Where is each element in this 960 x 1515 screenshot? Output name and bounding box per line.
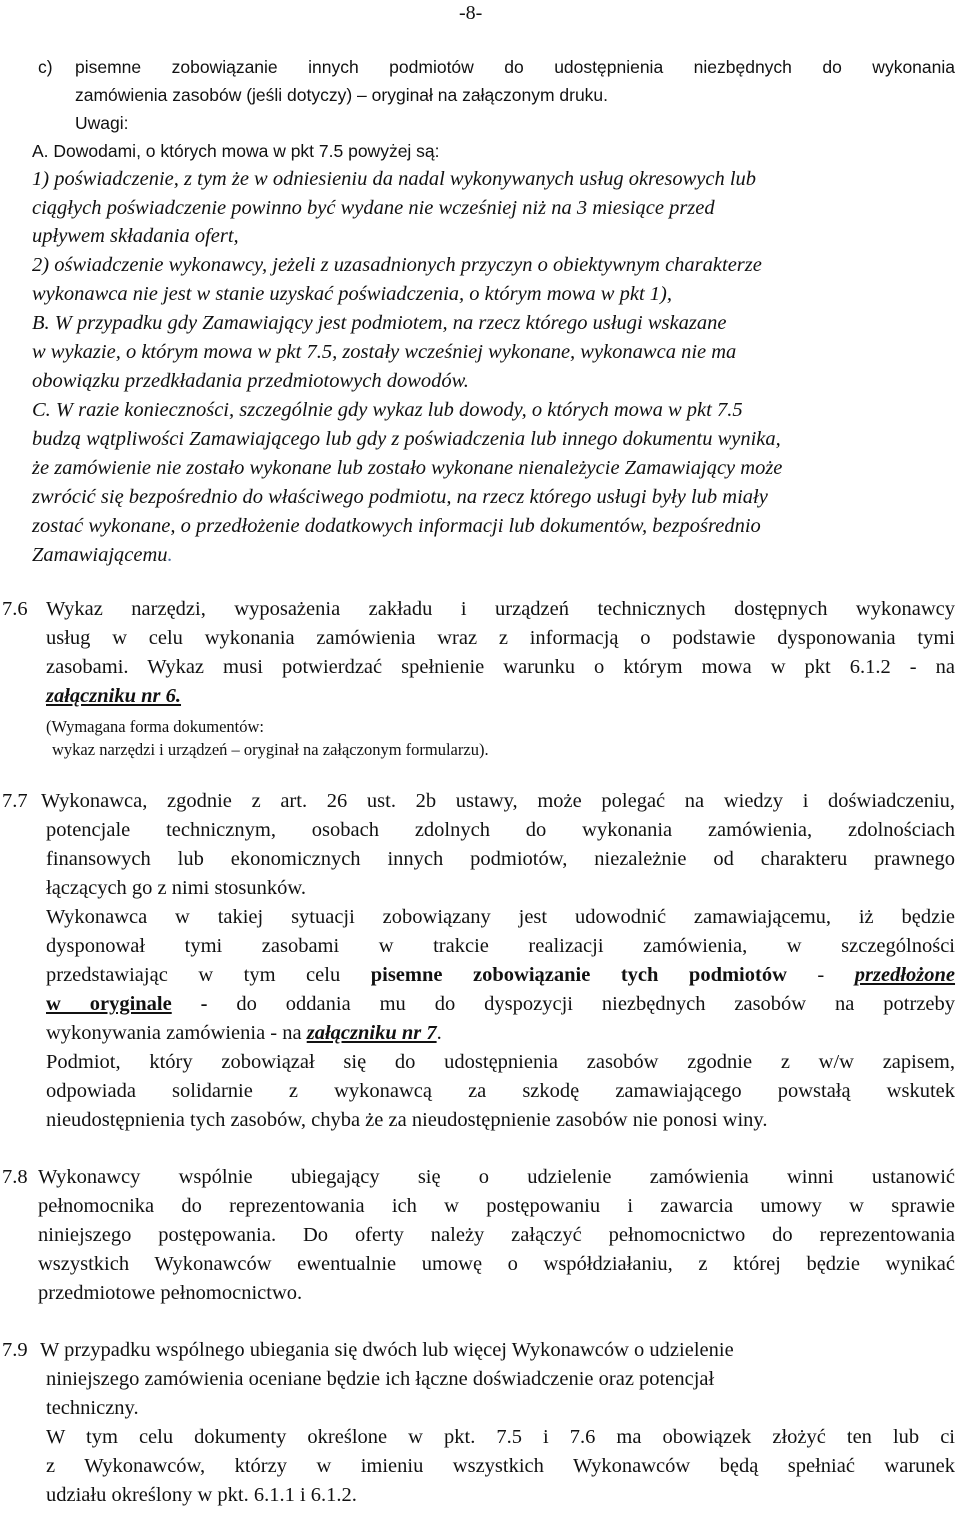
section-7-7-line-1: Wykonawca, zgodnie z art. 26 ust. 2b ustawy, może polegać na wiedzy i doświadczeniu,	[41, 790, 955, 812]
note-b-line-2: w wykazie, o którym mowa w pkt 7.5, zostały wcześniej wykonane, wykonawca nie ma	[32, 341, 737, 363]
section-7-7-p3-line-1: Podmiot, który zobowiązał się do udostępnienia zasobów zgodnie z w/w zapisem,	[46, 1051, 955, 1073]
p2-line-3-a: przedstawiając w tym celu	[46, 964, 371, 986]
note-c-line-1: C. W razie konieczności, szczególnie gdy wykaz lub dowody, o których mowa w pkt 7.5	[32, 399, 743, 421]
note-c-line-6-dot: .	[167, 544, 173, 566]
note-b-line-1: B. W przypadku gdy Zamawiający jest podmiotem, na rzecz którego usługi wskazane	[32, 312, 727, 334]
section-7-9-p2-line-2: z Wykonawców, którzy w imieniu wszystkich Wykonawców będą spełniać warunek	[46, 1455, 955, 1477]
section-7-6-line-4	[46, 685, 181, 708]
section-7-7-line-4: łączących go z nimi stosunków.	[46, 877, 306, 899]
note-a-line-4: upływem składania ofert,	[32, 225, 239, 247]
section-7-6-line-2: usług w celu wykonania zamówienia wraz z informacją o podstawie dysponowania tymi	[46, 627, 955, 649]
note-a-line-5: 2) oświadczenie wykonawcy, jeżeli z uzasadnionych przyczyn o obiektywnym charakterze	[32, 254, 762, 276]
section-7-7-line-2: potencjale technicznym, osobach zdolnych do wykonania zamówienia, zdolnościach	[46, 819, 955, 841]
section-7-8-line-5: przedmiotowe pełnomocnictwo.	[38, 1282, 303, 1304]
note-c-line-5: zostać wykonane, o przedłożenie dodatkowych informacji lub dokumentów, bezpośrednio	[32, 515, 761, 537]
section-7-6-note-1: (Wymagana forma dokumentów:	[46, 717, 265, 736]
section-7-8-line-1: Wykonawcy wspólnie ubiegający się o udzielenie zamówienia winni ustanowić	[38, 1166, 955, 1188]
section-7-6-number: 7.6	[2, 598, 28, 620]
section-7-6-note-2: wykaz narzędzi i urządzeń – oryginał na załączonym formularzu).	[52, 740, 489, 759]
section-7-9-line-2: niniejszego zamówienia oceniane będzie ich łączne doświadczenie oraz potencjał	[46, 1368, 715, 1390]
section-7-9-p2-line-3: udziału określony w pkt. 6.1.1 i 6.1.2.	[46, 1484, 357, 1506]
item-c-line-1: pisemne zobowiązanie innych podmiotów do udostępnienia niezbędnych do wykonania	[75, 57, 955, 77]
note-a-line-6: wykonawca nie jest w stanie uzyskać poświadczenia, o którym mowa w pkt 1),	[32, 283, 672, 305]
p2-line-3-c: -	[786, 964, 855, 986]
note-c-line-3: że zamówienie nie zostało wykonane lub zostało wykonane nienależycie Zamawiający może	[32, 457, 783, 479]
section-7-7-line-3: finansowych lub ekonomicznych innych podmiotów, niezależnie od charakteru prawnego	[46, 848, 955, 870]
submitted-phrase: przedłożone	[854, 964, 956, 986]
section-7-6-line-1: Wykaz narzędzi, wyposażenia zakładu i urządzeń technicznych dostępnych wykonawcy	[46, 598, 955, 620]
note-c-line-6-text: Zamawiającemu	[32, 544, 168, 566]
item-c-marker: c)	[38, 57, 53, 77]
section-7-7-number: 7.7	[2, 790, 28, 812]
p2-line-5-c: .	[436, 1022, 442, 1044]
section-7-9-number: 7.9	[2, 1339, 28, 1361]
section-7-8-line-4: wszystkich Wykonawców ewentualnie umowę o współdziałaniu, z której będzie wynikać	[38, 1253, 955, 1275]
note-a-line-1: A. Dowodami, o których mowa w pkt 7.5 powyżej są:	[32, 141, 440, 161]
section-7-8-number: 7.8	[2, 1166, 28, 1188]
p2-line-4-dash: -	[171, 993, 237, 1015]
section-7-7-p2-line-1: Wykonawca w takiej sytuacji zobowiązany jest udowodnić zamawiającemu, iż będzie	[46, 906, 955, 928]
section-7-9-line-1: W przypadku wspólnego ubiegania się dwóch lub więcej Wykonawców o udzielenie	[40, 1339, 734, 1361]
section-7-8-line-3: niniejszego postępowania. Do oferty należy załączyć pełnomocnictwo do reprezentowania	[38, 1224, 955, 1246]
section-7-9-p2-line-1: W tym celu dokumenty określone w pkt. 7.5 i 7.6 ma obowiązek złożyć ten lub ci	[46, 1426, 955, 1448]
attachment-6-ref: załączniku nr 6.	[46, 685, 182, 707]
section-7-9-line-3: techniczny.	[46, 1397, 139, 1419]
note-c-line-4: zwrócić się bezpośrednio do właściwego podmiotu, na rzecz którego usługi były lub miały	[32, 486, 768, 508]
note-a-line-2: 1) poświadczenie, z tym że w odniesieniu da nadal wykonywanych usług okresowych lub	[32, 168, 757, 190]
original-phrase: w oryginale	[46, 993, 172, 1015]
p2-line-4-c: do oddania mu do dyspozycji niezbędnych zasobów na potrzeby	[236, 993, 956, 1015]
page-number: -8-	[459, 2, 483, 24]
section-7-6-line-3: zasobami. Wykaz musi potwierdzać spełnienie warunku o którym mowa w pkt 6.1.2 - na	[46, 656, 955, 678]
uwagi-label: Uwagi:	[75, 113, 129, 133]
attachment-7-ref: załączniku nr 7	[306, 1022, 437, 1044]
note-a-line-3: ciągłych poświadczenie powinno być wydane nie wcześniej niż na 3 miesiące przed	[32, 197, 715, 219]
section-7-7-p2-line-2: dysponował tymi zasobami w trakcie realizacji zamówienia, w szczególności	[46, 935, 955, 957]
commitment-phrase: pisemne zobowiązanie tych podmiotów	[370, 964, 787, 986]
section-7-7-p2-line-5	[46, 1022, 442, 1045]
note-c-line-6	[32, 544, 173, 567]
note-c-line-2: budzą wątpliwości Zamawiającego lub gdy z poświadczenia lub innego dokumentu wynika,	[32, 428, 781, 450]
section-7-7-p3-line-3: nieudostępnienia tych zasobów, chyba że za nieudostępnienie zasobów nie ponosi winy.	[46, 1109, 768, 1131]
section-7-7-p3-line-2: odpowiada solidarnie z wykonawcą za szkodę zamawiającego powstałą wskutek	[46, 1080, 955, 1102]
section-7-8-line-2: pełnomocnika do reprezentowania ich w postępowaniu i zawarcia umowy w sprawie	[38, 1195, 955, 1217]
note-b-line-3: obowiązku przedkładania przedmiotowych dowodów.	[32, 370, 469, 392]
item-c-line-2: zamówienia zasobów (jeśli dotyczy) – oryginał na załączonym druku.	[75, 85, 609, 105]
p2-line-5-a: wykonywania zamówienia - na	[46, 1022, 307, 1044]
